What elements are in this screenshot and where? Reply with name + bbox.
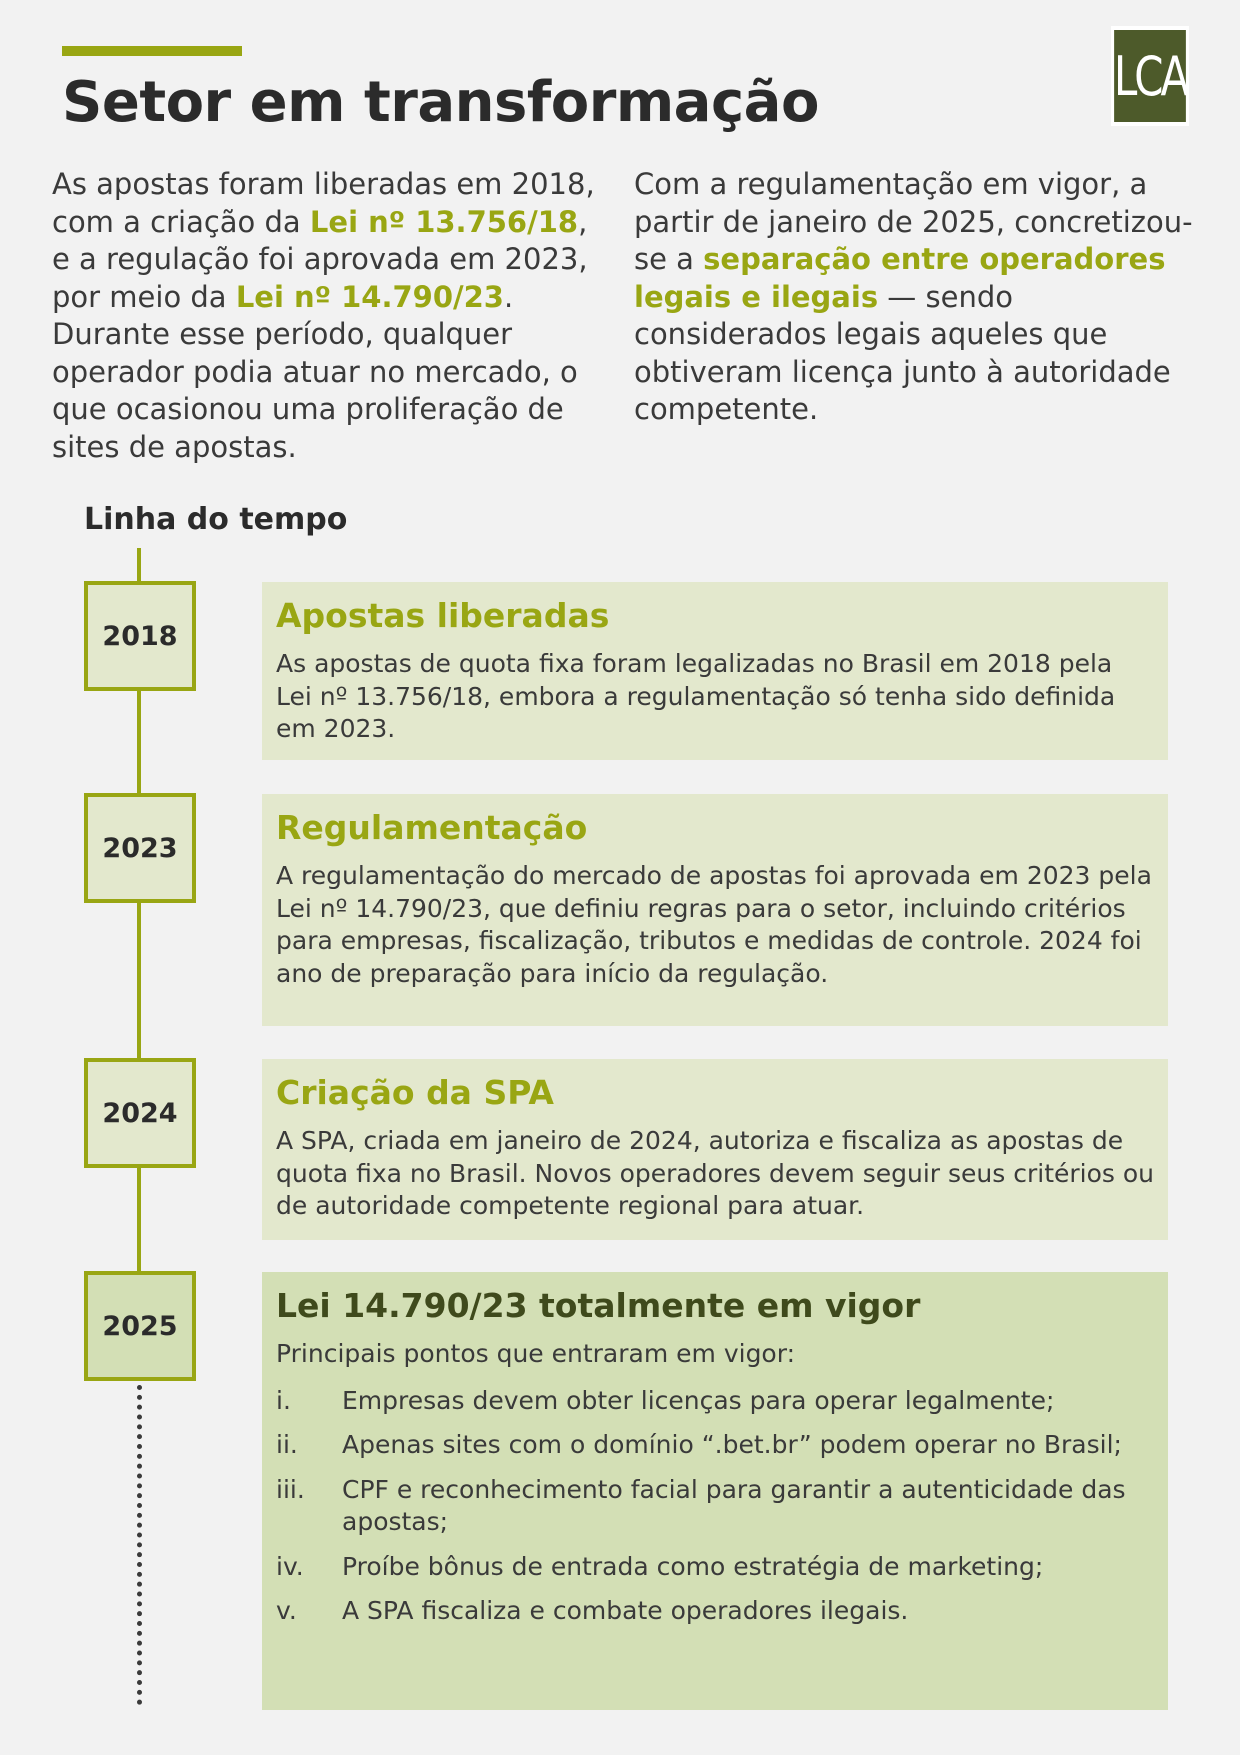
timeline-title: Linha do tempo	[84, 502, 348, 537]
event-title: Regulamentação	[276, 808, 588, 847]
list-item: iii. CPF e reconhecimento facial para garantir a autenticidade das apostas;	[276, 1474, 1126, 1536]
event-text: Principais pontos que entraram em vigor:	[276, 1339, 795, 1368]
key-points-list	[276, 1385, 1154, 1628]
timeline-line	[137, 690, 141, 795]
list-item: iv. Proíbe bônus de entrada como estratégia de marketing;	[276, 1551, 1044, 1581]
lca-logo: LCA	[1111, 26, 1189, 126]
law-13756-highlight: Lei nº 13.756/18	[309, 204, 579, 239]
intro-right-paragraph: Com a regulamentação em vigor, a partir de janeiro de 2025, concretizou-se a separação entre operadores legais e ilegais — sendo considerados legais aqueles que obtiveram licença junto à autoridade competente.	[634, 167, 1193, 426]
year-box-2023: 2023	[84, 793, 196, 903]
event-title: Apostas liberadas	[276, 596, 610, 635]
timeline-line	[137, 902, 141, 1062]
page-title: Setor em transformação	[62, 70, 819, 135]
list-item: ii. Apenas sites com o domínio “.bet.br” podem operar no Brasil;	[276, 1430, 1122, 1459]
event-text: A SPA, criada em janeiro de 2024, autoriza e fiscaliza as apostas de quota fixa no Brasil. Novos operadores devem seguir seus critérios ou de autoridade competente regional para atuar.	[276, 1126, 1155, 1220]
year-box-2025: 2025	[84, 1271, 196, 1381]
timeline-line	[137, 548, 141, 583]
event-card-2023	[262, 794, 1168, 1026]
event-text: A regulamentação do mercado de apostas foi aprovada em 2023 pela Lei nº 14.790/23, que definiu regras para o setor, incluindo critérios para empresas, fiscalização, tributos e medidas de controle. 2024 foi ano de preparação para início da regulação.	[276, 861, 1152, 988]
event-title: Criação da SPA	[276, 1073, 554, 1112]
event-card-2024	[262, 1059, 1168, 1240]
title-accent-bar	[62, 46, 242, 56]
year-box-2018: 2018	[84, 581, 196, 691]
separation-highlight: separação entre operadores legais e ilegais	[634, 242, 1166, 314]
year-box-2024: 2024	[84, 1058, 196, 1168]
timeline-line	[137, 1168, 141, 1275]
timeline-dotted-continuation	[137, 1385, 142, 1705]
event-card-2025	[262, 1272, 1168, 1710]
event-title: Lei 14.790/23 totalmente em vigor	[276, 1286, 921, 1325]
event-text: As apostas de quota fixa foram legalizadas no Brasil em 2018 pela Lei nº 13.756/18, embora a regulamentação só tenha sido definida em 2023.	[276, 649, 1116, 743]
list-item: i. Empresas devem obter licenças para operar legalmente;	[276, 1385, 1055, 1415]
intro-left-paragraph: As apostas foram liberadas em 2018, com a criação da Lei nº 13.756/18, e a regulação foi aprovada em 2023, por meio da Lei nº 14.790/23. Durante esse período, qualquer operador podia atuar no mercado, o que ocasionou uma proliferação de sites de apostas.	[52, 167, 595, 464]
event-card-2018	[262, 582, 1168, 760]
law-14790-highlight: Lei nº 14.790/23	[235, 279, 504, 314]
list-item: v. A SPA fiscaliza e combate operadores ilegais.	[276, 1596, 909, 1625]
